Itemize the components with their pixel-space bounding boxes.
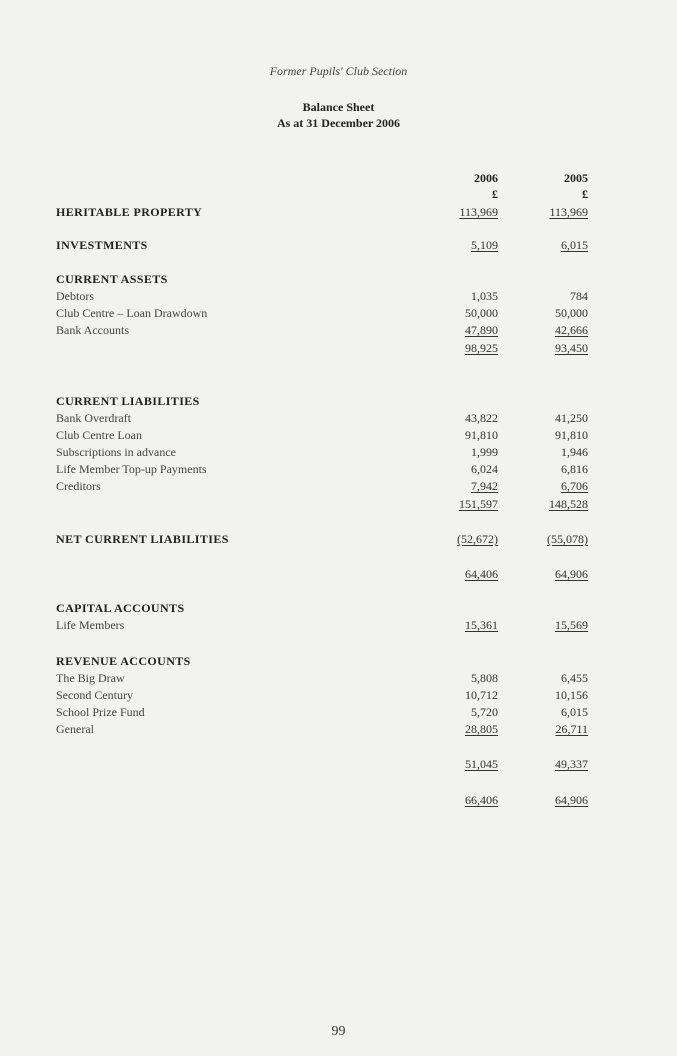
page-number: 99: [331, 1024, 346, 1039]
current-liabilities-total-2005: 148,528: [549, 497, 588, 511]
investments-2006: 5,109: [471, 238, 498, 252]
value-2006: 10,712: [465, 688, 498, 702]
sheet-title: Balance Sheet: [302, 100, 375, 114]
value-2006: 1,999: [471, 445, 498, 459]
column-header-2006: 2006: [474, 171, 498, 185]
row-label: School Prize Fund: [56, 705, 145, 719]
investments-row: [56, 238, 616, 254]
value-2006: 28,805: [465, 722, 498, 736]
value-2005: 41,250: [555, 411, 588, 425]
net-total-2006: 64,406: [465, 567, 498, 581]
capital-accounts-heading: [56, 601, 616, 617]
heritable-property-2006: 113,969: [459, 205, 498, 219]
net-total-2005: 64,906: [555, 567, 588, 581]
sheet-title-block: [0, 99, 677, 131]
value-2006: 15,361: [465, 618, 498, 632]
current-assets-heading: [56, 272, 616, 288]
value-2005: 50,000: [555, 306, 588, 320]
net-current-liabilities-2006: (52,672): [457, 532, 498, 546]
value-2006: 47,890: [465, 323, 498, 337]
table-row: [56, 445, 616, 461]
current-liabilities-heading: [56, 394, 616, 410]
table-row: [56, 428, 616, 444]
value-2005: 6,706: [561, 479, 588, 493]
column-header-currency: [56, 187, 616, 203]
net-current-liabilities-row: [56, 532, 616, 548]
row-label: Life Member Top-up Payments: [56, 462, 207, 476]
table-row: [56, 722, 616, 738]
current-liabilities-total-2006: 151,597: [459, 497, 498, 511]
heritable-property-row: [56, 205, 616, 221]
sheet-subtitle: As at 31 December 2006: [276, 116, 401, 130]
net-total-row: [56, 567, 616, 583]
value-2006: 50,000: [465, 306, 498, 320]
currency-2006: £: [492, 187, 498, 201]
table-row: [56, 306, 616, 322]
investments-label: INVESTMENTS: [56, 238, 148, 252]
value-2005: 6,015: [561, 705, 588, 719]
revenue-accounts-label: REVENUE ACCOUNTS: [56, 654, 191, 668]
grand-total-2005: 64,906: [555, 793, 588, 807]
row-label: Second Century: [56, 688, 133, 702]
row-label: Bank Accounts: [56, 323, 129, 337]
row-label: General: [56, 722, 94, 736]
row-label: Debtors: [56, 289, 94, 303]
row-label: The Big Draw: [56, 671, 125, 685]
value-2005: 10,156: [555, 688, 588, 702]
section-title: Former Pupils' Club Section: [269, 64, 408, 78]
value-2005: 15,569: [555, 618, 588, 632]
revenue-accounts-total-2006: 51,045: [465, 757, 498, 771]
value-2006: 91,810: [465, 428, 498, 442]
net-current-liabilities-label: NET CURRENT LIABILITIES: [56, 532, 229, 546]
row-label: Club Centre Loan: [56, 428, 142, 442]
revenue-accounts-heading: [56, 654, 616, 670]
column-header-2005: 2005: [564, 171, 588, 185]
grand-total-row: [56, 793, 616, 809]
table-row: [56, 705, 616, 721]
capital-accounts-label: CAPITAL ACCOUNTS: [56, 601, 185, 615]
table-row: [56, 289, 616, 305]
row-label: Life Members: [56, 618, 125, 632]
table-row: [56, 618, 616, 634]
heritable-property-label: HERITABLE PROPERTY: [56, 205, 203, 219]
table-row: [56, 411, 616, 427]
value-2006: 6,024: [471, 462, 498, 476]
value-2006: 5,808: [471, 671, 498, 685]
current-assets-label: CURRENT ASSETS: [56, 272, 168, 286]
row-label: Club Centre – Loan Drawdown: [56, 306, 208, 320]
table-row: [56, 462, 616, 478]
current-assets-total-2006: 98,925: [465, 341, 498, 355]
row-label: Creditors: [56, 479, 101, 493]
value-2005: 91,810: [555, 428, 588, 442]
column-header-years: [56, 171, 616, 187]
current-liabilities-label: CURRENT LIABILITIES: [56, 394, 200, 408]
row-label: Subscriptions in advance: [56, 445, 176, 459]
value-2006: 7,942: [471, 479, 498, 493]
value-2005: 784: [570, 289, 588, 303]
value-2005: 42,666: [555, 323, 588, 337]
net-current-liabilities-2005: (55,078): [547, 532, 588, 546]
value-2005: 6,816: [561, 462, 588, 476]
value-2005: 6,455: [561, 671, 588, 685]
table-row: [56, 323, 616, 339]
current-liabilities-total-row: [56, 497, 616, 513]
heritable-property-2005: 113,969: [549, 205, 588, 219]
revenue-accounts-total-2005: 49,337: [555, 757, 588, 771]
current-assets-total-row: [56, 341, 616, 357]
value-2006: 5,720: [471, 705, 498, 719]
value-2005: 1,946: [561, 445, 588, 459]
currency-2005: £: [582, 187, 588, 201]
revenue-accounts-total-row: [56, 757, 616, 773]
grand-total-2006: 66,406: [465, 793, 498, 807]
value-2006: 1,035: [471, 289, 498, 303]
value-2006: 43,822: [465, 411, 498, 425]
table-row: [56, 671, 616, 687]
table-row: [56, 479, 616, 495]
current-assets-total-2005: 93,450: [555, 341, 588, 355]
value-2005: 26,711: [555, 722, 588, 736]
investments-2005: 6,015: [561, 238, 588, 252]
row-label: Bank Overdraft: [56, 411, 131, 425]
table-row: [56, 688, 616, 704]
